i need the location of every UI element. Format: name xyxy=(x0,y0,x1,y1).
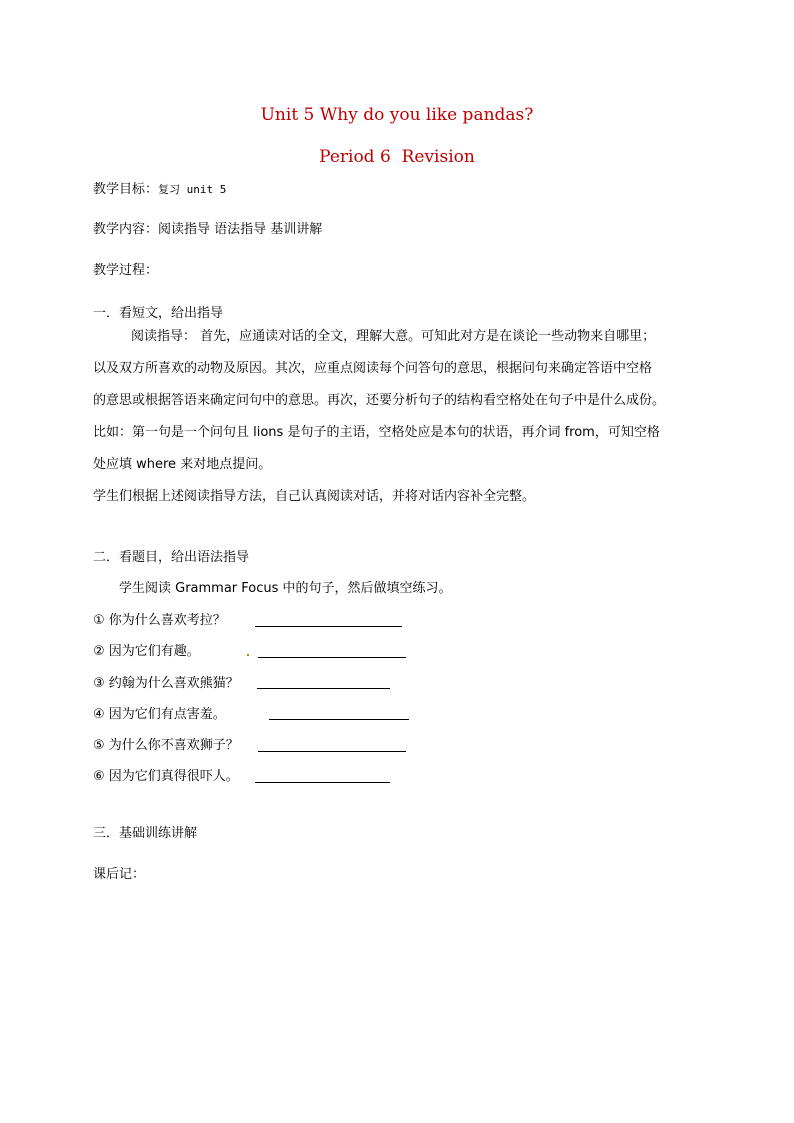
paragraph-line: 以及双方所喜欢的动物及原因。其次，应重点阅读每个问答句的意思，根据问句来确定答语中空格 xyxy=(93,361,653,376)
exercise-text: 因为它们有趣。 xyxy=(108,644,200,659)
teaching-process-label: 教学过程： xyxy=(93,263,159,278)
exercise-item-4 xyxy=(93,706,226,724)
paragraph-line: 学生们根据上述阅读指导方法，自己认真阅读对话，并将对话内容补全完整。 xyxy=(93,489,536,504)
paragraph-line: 比如：第一句是一个问句且 lions 是句子的主语，空格处应是本句的状语，再介词 from，可知空格 xyxy=(93,425,660,440)
teaching-content-value: 阅读指导 语法指导 基训讲解 xyxy=(158,222,323,237)
teaching-content-label: 教学内容： xyxy=(93,222,159,237)
section2-intro: 学生阅读 Grammar Focus 中的句子，然后做填空练习。 xyxy=(119,581,452,596)
answer-blank-2[interactable] xyxy=(258,657,406,658)
teaching-content xyxy=(93,221,322,239)
exercise-item-2 xyxy=(93,643,200,661)
paragraph-line: 阅读指导： 首先，应通读对话的全文，理解大意。可知此对方是在谈论一些动物来自哪里； xyxy=(131,329,656,344)
exercise-item-5 xyxy=(93,737,239,755)
section3-heading: 三．基础训练讲解 xyxy=(93,826,198,841)
exercise-number: ③ xyxy=(93,676,105,691)
section1-heading: 一．看短文，给出指导 xyxy=(93,306,224,321)
section2-heading: 二．看题目，给出语法指导 xyxy=(93,550,250,565)
document-subtitle: Period 6 Revision xyxy=(319,147,475,167)
answer-blank-6[interactable] xyxy=(255,782,390,783)
answer-blank-4[interactable] xyxy=(269,719,409,720)
paragraph-line: 的意思或根据答语来确定问句中的意思。再次，还要分析句子的结构看空格处在句子中是什么成份。 xyxy=(93,393,666,408)
exercise-number: ⑤ xyxy=(93,738,105,753)
teaching-goal-label: 教学目标： xyxy=(93,182,159,197)
exercise-item-1 xyxy=(93,612,226,630)
paragraph-line: 处应填 where 来对地点提问。 xyxy=(93,457,272,472)
exercise-number: ⑥ xyxy=(93,769,105,784)
answer-blank-3[interactable] xyxy=(257,688,390,689)
exercise-text: 你为什么喜欢考拉？ xyxy=(108,613,226,628)
exercise-number: ② xyxy=(93,644,105,659)
exercise-number: ④ xyxy=(93,707,105,722)
exercise-text: 为什么你不喜欢狮子？ xyxy=(108,738,239,753)
exercise-item-6 xyxy=(93,768,239,786)
answer-blank-5[interactable] xyxy=(258,751,406,752)
exercise-text: 因为它们真得很吓人。 xyxy=(108,769,239,784)
teaching-goal-value: 复习 unit 5 xyxy=(158,183,227,196)
answer-blank-1[interactable] xyxy=(255,626,402,627)
reading-guidance-paragraph xyxy=(93,321,703,513)
exercise-text: 因为它们有点害羞。 xyxy=(108,707,226,722)
exercise-item-3 xyxy=(93,675,239,693)
exercise-number: ① xyxy=(93,613,105,628)
after-class-notes-label: 课后记： xyxy=(93,867,146,882)
decorative-dot xyxy=(247,654,249,656)
teaching-goal xyxy=(93,181,226,199)
exercise-text: 约翰为什么喜欢熊猫？ xyxy=(108,676,239,691)
document-title: Unit 5 Why do you like pandas? xyxy=(260,105,534,125)
